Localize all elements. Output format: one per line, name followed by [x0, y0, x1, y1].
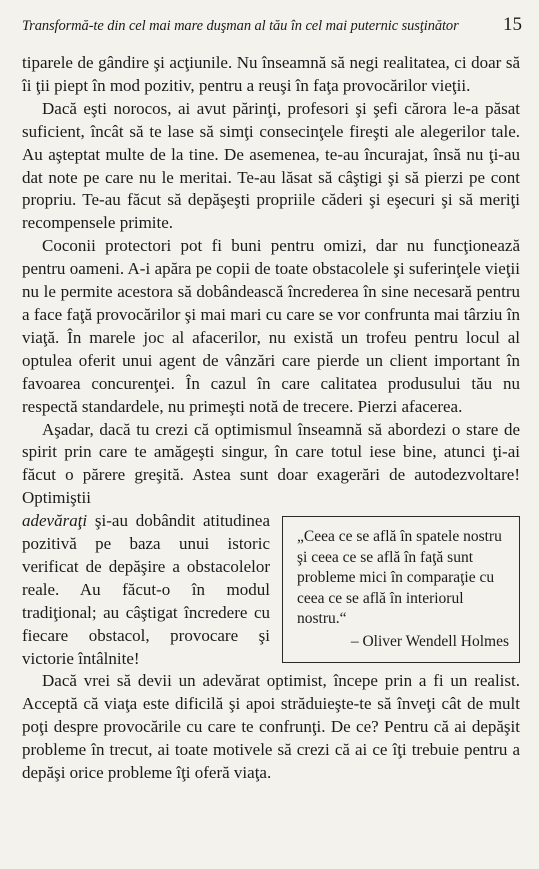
page-number: 15: [503, 14, 522, 35]
paragraph-realist: Dacă vrei să devii un adevărat optimist, începe prin a fi un realist. Acceptă că viaţa este dificilă şi apoi străduieşte-te să înveţi cât de mult poţi despre provocările cu care te confrunţi. De ce? Pentru că ai depăşit probleme în trecut, ai toate motivele să crezi că ai ce îţi trebuie pentru a depăşi orice probleme îţi oferă viaţa.: [22, 671, 520, 783]
paragraph-cocoons: Coconii protectori pot fi buni pentru omizi, dar nu funcţionează pentru oameni. A-i apăra pe copii de toate obstacolele şi suferinţele vieţii nu le permite acestora să dobândească încrederea în sine necesară pentru a face faţă provocărilor şi mai mari cu care se vor confrunta mai târziu în viaţă. În marele joc al afacerilor, nu există un trofeu pentru locul al optulea oferit unui agent de vânzări care pierde un client important în favoarea concurenţei. În cazul în care calitatea produsului tău nu respectă standardele, nu primeşti notă de trecere. Pierzi afacerea.: [22, 236, 520, 416]
paragraph-optimism-part-2: şi-au dobândit atitudinea pozitivă pe baza unui istoric verificat de depăşire a obstacolelor reale. Au făcut-o în modul tradiţional; au câştigat încredere cu fiecare obstacol, provocare şi victorie întâlnite!: [22, 511, 270, 668]
paragraph-parents: Dacă eşti norocos, ai avut părinţi, profesori şi şefi cărora le-a păsat suficient, încât să te lase să simţi consecinţele fireşti ale alegerilor tale. Au aşteptat multe de la tine. De asemenea, te-au încurajat, însă nu ţi-au dat note pe care nu le meritai. Te-au lăsat să câştigi şi să pierzi pe cont propriu. Te-au făcut să depăşeşti propriile căderi şi eşecuri şi să meriţi recompensele primite.: [22, 98, 520, 233]
pull-quote-author: – Oliver Wendell Holmes: [350, 632, 509, 650]
pull-quote-text: „Ceea ce se află în spatele nostru şi ceea ce se află în faţă sunt probleme mici în comparaţie cu ceea ce se află în interiorul nostru.“: [297, 528, 502, 628]
emphasis-word: adevăraţi: [22, 511, 88, 531]
pull-quote-box: [282, 516, 520, 663]
body-text: [22, 52, 520, 785]
page-header: [22, 10, 522, 40]
paragraph-continued: tiparele de gândire şi acţiunile. Nu înseamnă să negi realitatea, ci doar să îi ţii piept în mod pozitiv, pentru a reuşi în faţa provocărilor vieţii.: [22, 53, 520, 95]
paragraph-optimism: [22, 419, 520, 511]
paragraph-optimism-part-1: Aşadar, dacă tu crezi că optimismul înseamnă să abordezi o stare de spirit prin care te amăgeşti singur, în care totul iese bine, atunci ţi-ai făcut o părere greşită. Astea sunt doar exagerări de autodezvoltare! Optimiştii: [22, 419, 520, 508]
running-title: Transformă-te din cel mai mare duşman al tău în cel mai puternic susţinător: [22, 18, 459, 34]
